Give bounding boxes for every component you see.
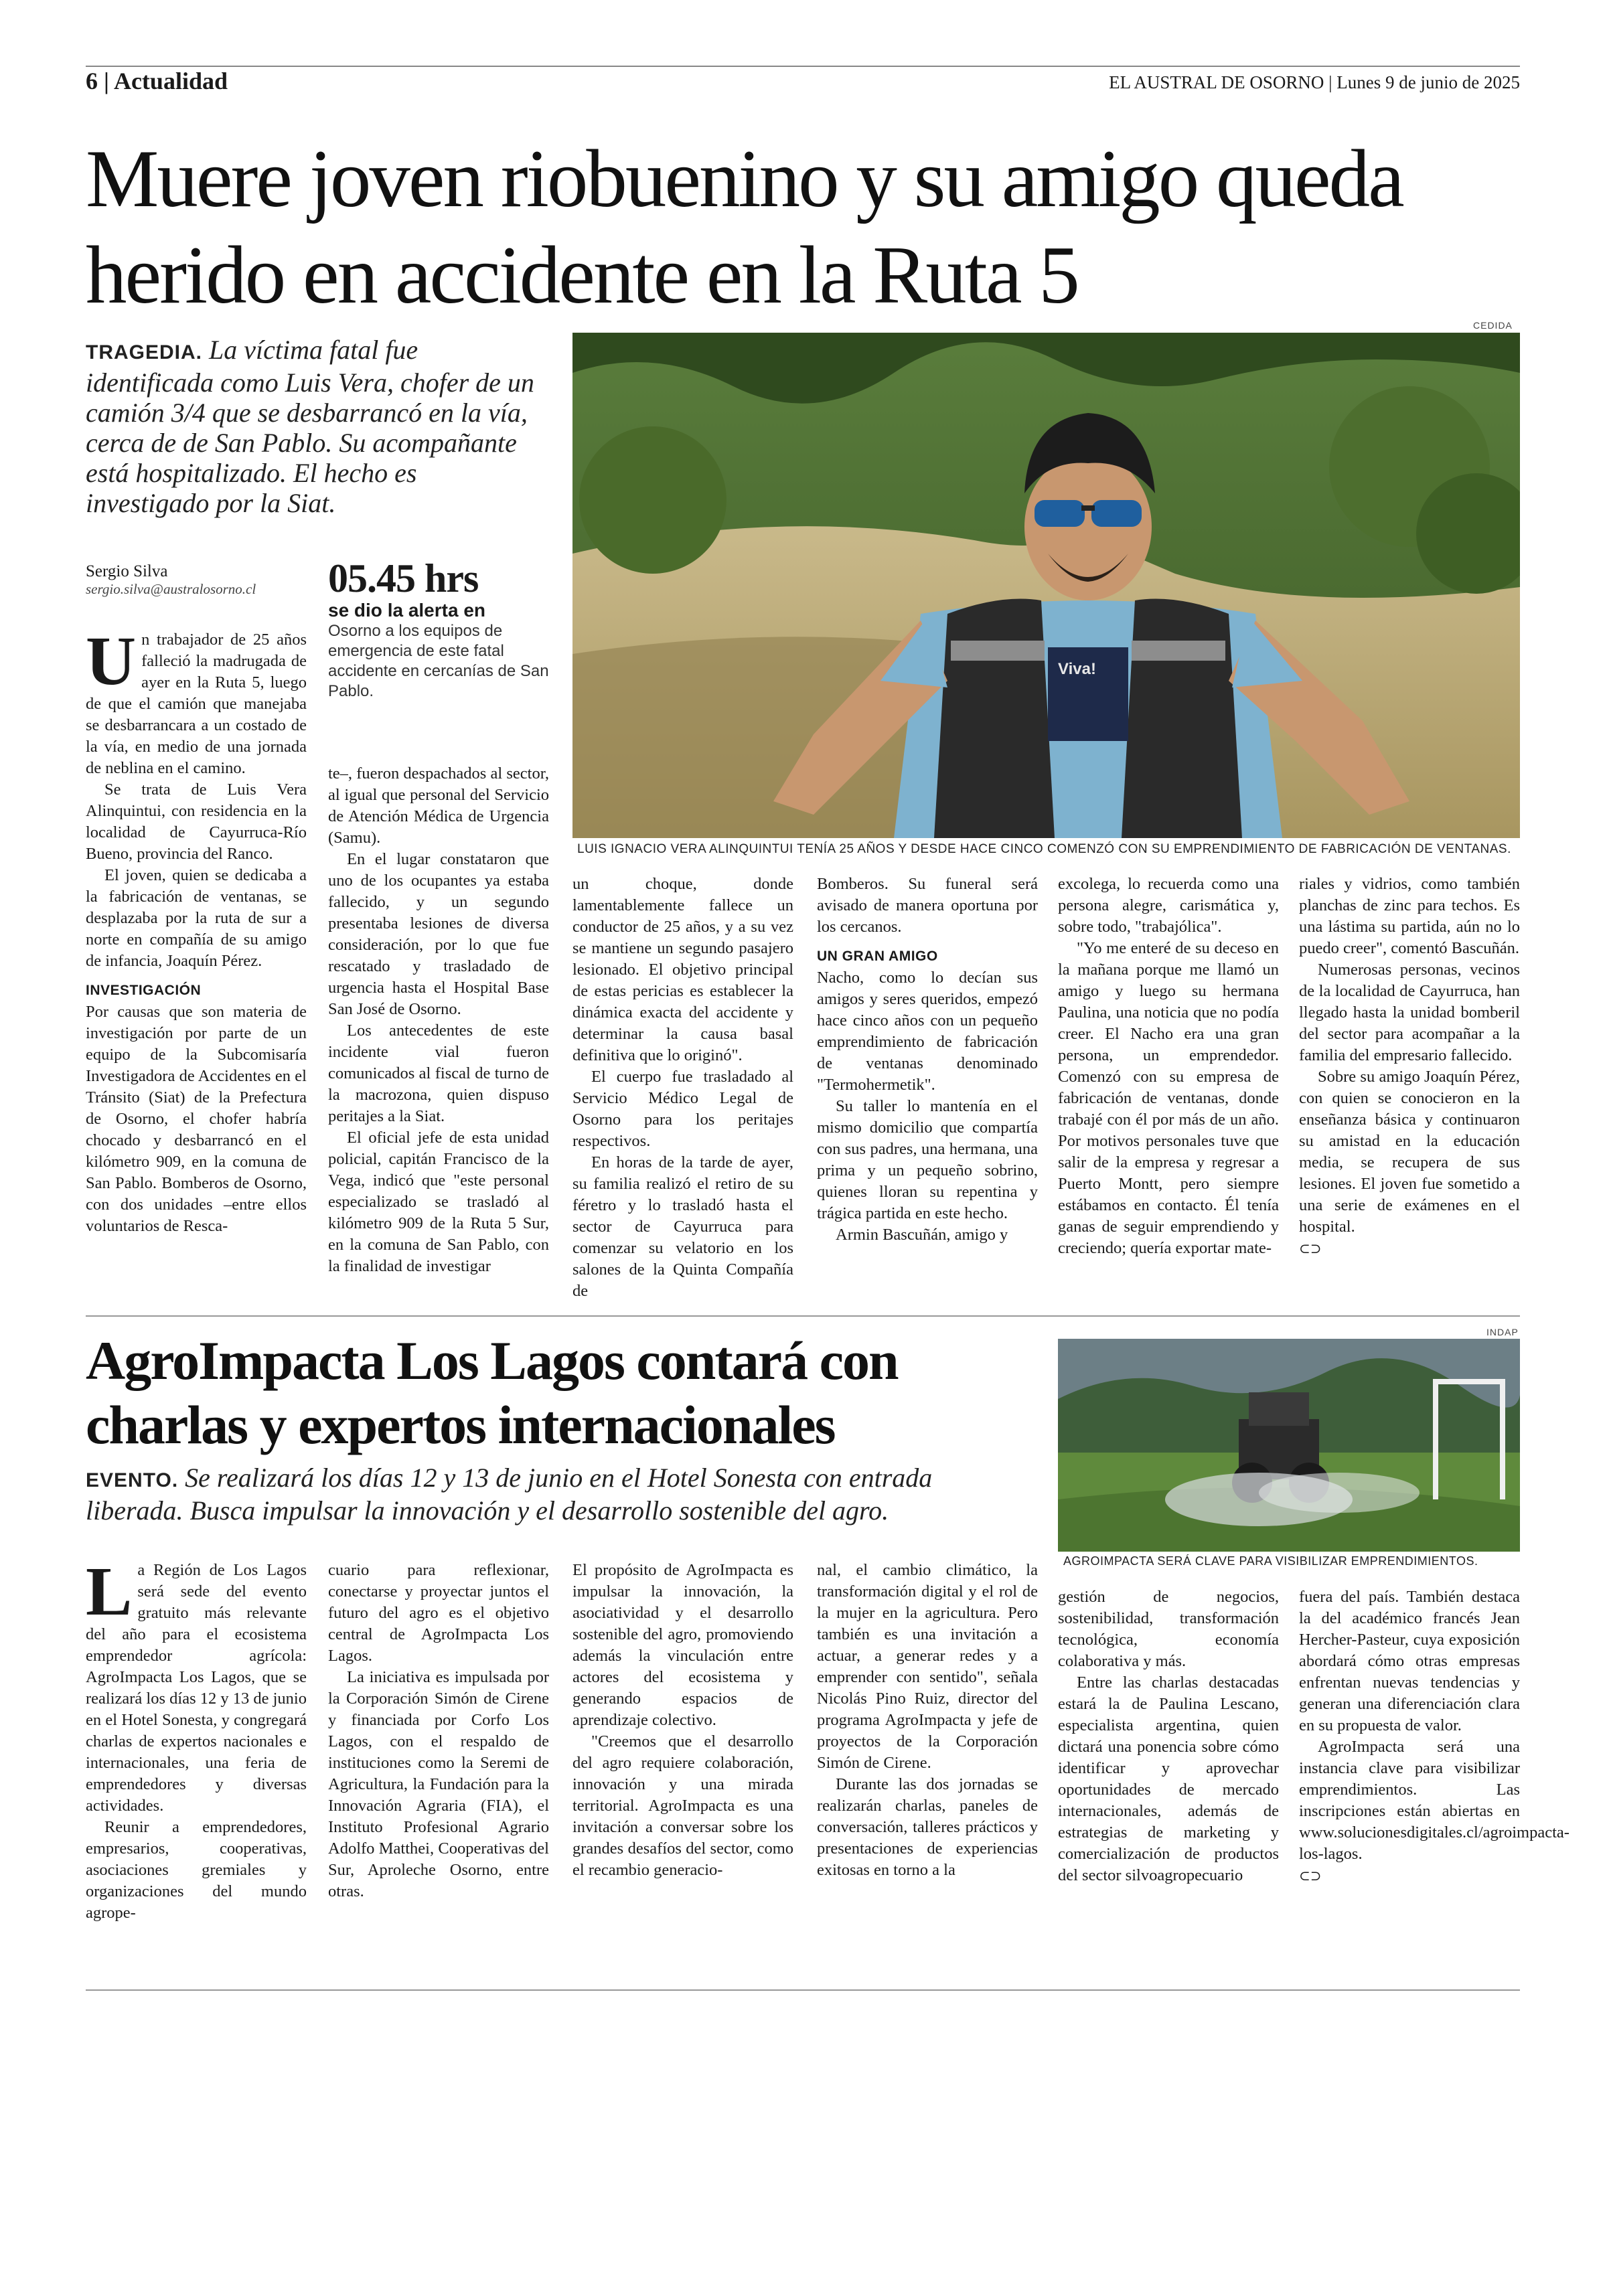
article1-column-3 <box>572 874 793 1302</box>
article2-headline: AgroImpacta Los Lagos contará con charlas y expertos internacionales <box>86 1330 898 1455</box>
shirt-print-text: Viva! <box>1058 660 1096 678</box>
article-divider <box>86 1315 1520 1317</box>
paragraph: En horas de la tarde de ayer, su familia realizó el retiro de su féretro y lo trasladó hasta el sector de Cayurruca para comenzar su velatorio en los salones de la Quinta Compañía de <box>572 1153 793 1300</box>
paragraph: Su taller lo mantenía en el mismo domicilio que compartía con sus padres, una hermana, una prima y un pequeño sobrino, quienes lloran su repentina y trágica partida en este hecho. <box>817 1097 1038 1222</box>
stat-value: 05.45 hrs <box>328 556 479 600</box>
paragraph: fuera del país. También destaca la del académico francés Jean Hercher-Pasteur, cuya exposición abordará cómo otras empresas enfrentan nuevas tendencias y generan una diferenciación clara en su propuesta de valor. <box>1299 1588 1520 1734</box>
paragraph: Por causas que son materia de investigación por parte de un equipo de la Subcomisaría Investigadora de Accidentes en el Tránsito (Siat) de la Prefectura de Osorno, el chofer habría chocado y desbarrancó en el kilómetro 909, en la comuna de San Pablo. Bomberos de Osorno, con dos unidades –entre ellos voluntarios de Resca- <box>86 1003 307 1235</box>
article1-stat-box <box>328 557 556 702</box>
paragraph: cuario para reflexionar, conectarse y proyectar juntos el futuro del agro es el objetivo central de AgroImpacta Los Lagos. <box>328 1561 549 1665</box>
paragraph: gestión de negocios, sostenibilidad, transformación tecnológica, economía colaborativa y más. <box>1058 1588 1279 1670</box>
drop-cap: L <box>86 1553 133 1630</box>
article1-photo-caption: LUIS IGNACIO VERA ALINQUINTUI TENÍA 25 AÑOS Y DESDE HACE CINCO COMENZÓ CON SU EMPRENDIMIENTO DE FABRICACIÓN DE VENTANAS. <box>577 842 1511 856</box>
article2-column-5 <box>1058 1586 1279 1886</box>
paragraph: "Creemos que el desarrollo del agro requiere colaboración, innovación y una mirada territorial. AgroImpacta es una invitación a conversar sobre los grandes desafíos del sector, como el recambio generacio- <box>572 1732 793 1879</box>
paragraph: AgroImpacta será una instancia clave para visibilizar emprendimientos. Las inscripciones están abiertas en www.solucionesdigitales.cl/agroimpacta-los-lagos. <box>1299 1738 1570 1863</box>
stat-label: se dio la alerta en <box>328 600 485 621</box>
subhead-investigacion: INVESTIGACIÓN <box>86 983 202 998</box>
paragraph: a Región de Los Lagos será sede del evento gratuito más relevante del año para el ecosistema emprendedor agrícola: AgroImpacta Los Lagos, que se realizará los días 12 y 13 de junio en el Hotel Sonesta, y congregará charlas de expertos nacionales e internacionales, una feria de emprendedores y diversas actividades. <box>86 1561 307 1815</box>
end-mark-icon: ⊂⊃ <box>1299 1242 1322 1256</box>
section-name: Actualidad <box>113 68 228 94</box>
article2-photo <box>1058 1339 1520 1552</box>
end-mark-icon: ⊂⊃ <box>1299 1869 1322 1884</box>
article1-headline: Muere joven riobuenino y su amigo queda herido en accidente en la Ruta 5 <box>86 133 1403 321</box>
publication-name: EL AUSTRAL DE OSORNO <box>1109 72 1324 92</box>
paragraph: excolega, lo recuerda como una persona alegre, carismática y, sobre todo, "trabajólica". <box>1058 875 1279 936</box>
article2-photo-credit: INDAP <box>1486 1327 1519 1337</box>
author-name: Sergio Silva <box>86 562 168 580</box>
article2-column-3 <box>572 1560 793 1881</box>
paragraph: Los antecedentes de este incidente vial fueron comunicados al fiscal de turno de la macrozona, quien dispuso peritajes a la Siat. <box>328 1021 549 1125</box>
paragraph: Durante las dos jornadas se realizarán charlas, paneles de conversación, talleres prácticos y presentaciones de experiencias exitosas en torno a la <box>817 1775 1038 1879</box>
article1-column-1 <box>86 623 307 1237</box>
paragraph: El cuerpo fue trasladado al Servicio Médico Legal de Osorno para los peritajes respectivos. <box>572 1068 793 1150</box>
article2-column-6 <box>1299 1586 1570 1887</box>
paragraph: Nacho, como lo decían sus amigos y seres queridos, empezó hace cinco años con un pequeño emprendimiento de fabricación de ventanas denominado "Termohermetik". <box>817 969 1038 1094</box>
header-rule <box>86 66 1520 67</box>
paragraph: riales y vidrios, como también planchas de zinc para techos. Es una lástima su partida, aún no lo puedo creer", comentó Bascuñán. <box>1299 875 1520 957</box>
paragraph: La iniciativa es impulsada por la Corporación Simón de Cirene y financiada por Corfo Los Lagos, con el respaldo de instituciones como la Seremi de Agricultura, la Fundación para la Innovación Agraria (FIA), el Instituto Profesional Agrario Adolfo Matthei, Cooperativas del Sur, Aproleche Osorno, entre otras. <box>328 1668 549 1900</box>
paragraph: Reunir a emprendedores, empresarios, cooperativas, asociaciones gremiales y organizaciones del mundo agrope- <box>86 1818 307 1922</box>
article1-kicker: TRAGEDIA. <box>86 341 202 363</box>
article1-column-2 <box>328 763 549 1277</box>
paragraph: Numerosas personas, vecinos de la localidad de Cayurruca, han llegado hasta la unidad bomberil del sector para acompañar a la familia del empresario fallecido. <box>1299 961 1520 1064</box>
subhead-gran-amigo: UN GRAN AMIGO <box>817 949 938 964</box>
paragraph: "Yo me enteré de su deceso en la mañana porque me llamó un amigo y luego su hermana Paulina, una noticia que no podía creer. El Nacho era una gran persona, un emprendedor. Comenzó con su empresa de fabricación de ventanas, donde trabajé con él por más de un año. Por motivos personales tuve que salir de la empresa y regresar a Puerto Montt, pero siempre estábamos en contacto. Él tenía ganas de seguir emprendiendo y creciendo; quería exportar mate- <box>1058 939 1279 1257</box>
article1-column-4 <box>817 874 1038 1246</box>
paragraph: un choque, donde lamentablemente fallece un conductor de 25 años, y a su vez se mantiene un segundo pasajero lesionado. El objetivo principal de estas pericias es establecer la dinámica exacta del accidente y determinar la causa basal definitiva que lo originó". <box>572 875 793 1064</box>
article1-photo-credit: CEDIDA <box>1473 320 1513 331</box>
paragraph: Sobre su amigo Joaquín Pérez, con quien se conocieron en la enseñanza básica y continuaron su amistad en la educación media, se recupera de sus lesiones. El joven fue sometido a una serie de exámenes en el hospital. <box>1299 1068 1520 1236</box>
article2-deck-text: Se realizará los días 12 y 13 de junio en el Hotel Sonesta con entrada liberada. Busca impulsar la innovación y el desarrollo sostenible del agro. <box>86 1463 933 1526</box>
author-email: sergio.silva@australosorno.cl <box>86 581 256 597</box>
bottom-rule <box>86 1989 1520 1991</box>
article2-column-2 <box>328 1560 549 1902</box>
paragraph: Armin Bascuñán, amigo y <box>836 1226 1008 1244</box>
paragraph: El oficial jefe de esta unidad policial, capitán Francisco de la Vega, indicó que "este personal especializado se trasladó al kilómetro 909 de la Ruta 5 Sur, en la comuna de San Pablo, con la finalidad de investigar <box>328 1129 549 1275</box>
article2-kicker: EVENTO. <box>86 1469 179 1491</box>
article2-column-1 <box>86 1553 307 1924</box>
article1-deck-text: La víctima fatal fue identificada como Luis Vera, chofer de un camión 3/4 que se desbarrancó en la vía, cerca de de San Pablo. Su acompañante está hospitalizado. El hecho es investigado por la Siat. <box>86 335 534 518</box>
article1-byline <box>86 562 300 598</box>
article1-column-6 <box>1299 874 1520 1260</box>
paragraph: n trabajador de 25 años falleció la madrugada de ayer en la Ruta 5, luego de que el camión que manejaba se desbarrancara a un costado de la vía, en medio de una jornada de neblina en el camino. <box>86 631 307 777</box>
article2-photo-caption: AGROIMPACTA SERÁ CLAVE PARA VISIBILIZAR EMPRENDIMIENTOS. <box>1063 1554 1478 1568</box>
masthead-date: EL AUSTRAL DE OSORNO | Lunes 9 de junio de 2025 <box>1109 72 1520 92</box>
paragraph: nal, el cambio climático, la transformación digital y el rol de la mujer en la agricultura. Pero también es una invitación a actuar, a generar redes y a emprender con sentido", señala Nicolás Pino Ruiz, director del programa AgroImpacta y jefe de proyectos de la Corporación Simón de Cirene. <box>817 1561 1038 1772</box>
paragraph: El joven, quien se dedicaba a la fabricación de ventanas, se desplazaba por la ruta de sur a norte en compañía de su amigo de infancia, Joaquín Pérez. <box>86 866 307 970</box>
stat-text: Osorno a los equipos de emergencia de este fatal accidente en cercanías de San Pablo. <box>328 622 549 700</box>
article1-photo <box>572 333 1520 838</box>
paragraph: Bomberos. Su funeral será avisado de manera oportuna por los cercanos. <box>817 875 1038 936</box>
issue-date: Lunes 9 de junio de 2025 <box>1336 72 1520 92</box>
paragraph: Entre las charlas destacadas estará la de Paulina Lescano, especialista argentina, quien dictará una ponencia sobre cómo identificar y aprovechar oportunidades de mercado internacionales, además de estrategias de marketing y comercialización de productos del sector silvoagropecuario <box>1058 1673 1279 1884</box>
paragraph: En el lugar constataron que uno de los ocupantes ya estaba fallecido, y un segundo presentaba lesiones de diversa consideración, por lo que fue rescatado y trasladado de urgencia hasta el Hospital Base San José de Osorno. <box>328 850 549 1018</box>
paragraph: Se trata de Luis Vera Alinquintui, con residencia en la localidad de Cayurruca-Río Bueno, provincia del Ranco. <box>86 781 307 863</box>
article2-deck <box>86 1463 1023 1526</box>
drop-cap: U <box>86 623 137 700</box>
article1-deck <box>86 335 541 518</box>
article2-column-4 <box>817 1560 1038 1881</box>
article1-column-5 <box>1058 874 1279 1259</box>
page-number: 6 <box>86 68 98 94</box>
paragraph: El propósito de AgroImpacta es impulsar la innovación, la asociatividad y el desarrollo sostenible del agro, promoviendo además la vinculación entre actores del ecosistema y generando espacios de aprendizaje colectivo. <box>572 1561 793 1729</box>
paragraph: te–, fueron despachados al sector, al igual que personal del Servicio de Atención Médica de Urgencia (Samu). <box>328 764 549 847</box>
page-section: 6 | Actualidad <box>86 68 228 94</box>
